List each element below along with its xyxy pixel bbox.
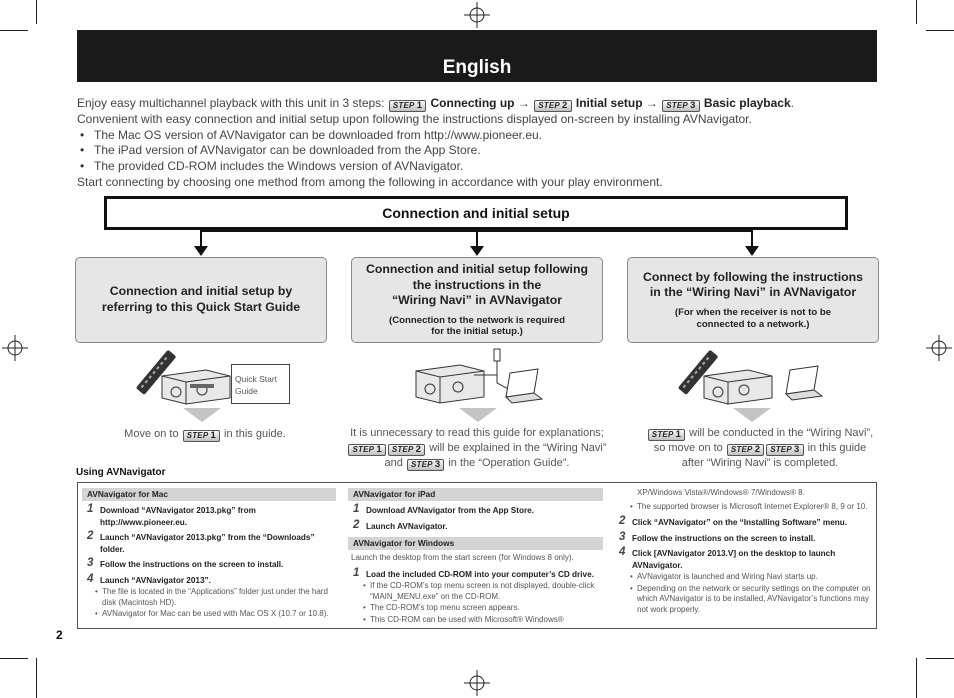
step1-label: Connecting up [430,96,515,110]
connection-setup-box: Connection and initial setup [104,196,848,230]
list-item: 1 Load the included CD-ROM into your computer’s CD drive. [353,566,594,579]
step-badge-2: STEP 1 [348,444,385,456]
intro-line-2: Convenient with easy connection and initial setup upon following the instructions displayed on-screen by installing AVNavigator. [77,112,752,126]
option-wiring-navi-offline: Connect by following the instructions in the “Wiring Navi” in AVNavigator (For when the receiver is not to be connected to a network.) [627,257,879,343]
intro-text [77,96,877,191]
list-subitem: • The file is located in the “Applications” folder just under the hard disk (Macintosh HD). [95,587,328,607]
list-item: 2 Launch “AVNavigator 2013.pkg” from the “Downloads” folder. [87,530,315,554]
option-wiring-navi-network: Connection and initial setup following the instructions in the “Wiring Navi” in AVNavigator (Connection to the network is required for the initial setup.) [351,257,603,343]
receiver-remote-illustration-icon [134,348,234,406]
intro-bullet: • The Mac OS version of AVNavigator can be downloaded from http://www.pioneer.eu. [80,127,543,142]
list-item: 4 Launch “AVNavigator 2013”. [87,572,211,585]
down-triangle-icon [459,408,497,422]
list-item: 2 Click “AVNavigator” on the “Installing Software” menu. [619,515,848,527]
mac-section [82,488,336,620]
windows-continued-section [614,488,872,615]
list-subitem: • AVNavigator for Mac can be used with Mac OS X (10.7 or 10.8). [95,609,329,618]
step3-label: Basic playback [703,96,791,110]
intro-prefix: Enjoy easy multichannel playback with this unit in 3 steps: [77,96,385,110]
windows-intro: Launch the desktop from the start screen (for Windows 8 only). [351,553,574,562]
caption-wiring-navi-network: It is unnecessary to read this guide for explanations; STEP 1 STEP 2 will be explained in the “Wiring Navi” and STEP 3 in the “Operation Guide”. [350,427,607,470]
step-badge-2: STEP 2 [534,100,571,112]
list-item: 1 Download “AVNavigator 2013.pkg” from http://www.pioneer.eu. [87,503,256,527]
section-header-windows: AVNavigator for Windows [348,537,603,550]
receiver-laptop-network-illustration-icon [414,343,544,405]
ipad-windows-section [348,488,603,625]
step-badge-1: STEP 1 [648,429,685,441]
step-badge-3: STEP 3 [407,459,444,471]
intro-line-steps: Enjoy easy multichannel playback with this unit in 3 steps: STEP 1 Connecting up → STEP 2 Initial setup → STEP 3 Basic playback. [77,96,794,111]
intro-bullet: • The iPad version of AVNavigator can be downloaded from the App Store. [80,143,481,158]
list-subitem: • AVNavigator is launched and Wiring Navi starts up. [630,572,818,581]
list-subitem: • Depending on the network or security settings on the computer on which AVNavigator is to be installed, AVNavigator’s functions may not work properly. [630,583,871,614]
down-triangle-icon [733,408,771,422]
section-header-ipad: AVNavigator for iPad [348,488,603,501]
page-title: English [442,57,512,78]
list-item: 4 Click [AVNavigator 2013.V] on the desktop to launch AVNavigator. [619,546,836,570]
language-header-bar [77,30,877,82]
step-badge-1: STEP 1 [389,100,426,112]
intro-bullet: • The provided CD-ROM includes the Windows version of AVNavigator. [80,158,464,173]
page-number: 2 [56,628,63,642]
list-item: 3 Follow the instructions on the screen to install. [619,530,816,543]
step-badge-2: STEP 2 [727,444,764,456]
list-subitem: • If the CD-ROM’s top menu screen is not displayed, double-click “MAIN_MENU.exe” on the CD-ROM. [363,581,595,601]
registration-mark-icon [464,2,490,28]
down-triangle-icon [183,408,221,422]
step-badge-1: STEP 1 [183,430,220,442]
section-header-mac: AVNavigator for Mac [82,488,336,501]
registration-mark-icon [926,335,952,361]
step-badge-2: STEP 2 [388,444,425,456]
arrow-icon: → [645,96,658,110]
caption-quick-start: Move on to STEP 1 in this guide. [124,428,286,441]
step-badge-3: STEP 3 [766,444,803,456]
option-quick-start-guide: Connection and initial setup by referring to this Quick Start Guide [75,257,327,343]
registration-mark-icon [2,335,28,361]
list-subitem: • The CD-ROM’s top menu screen appears. [363,603,520,612]
registration-mark-icon [464,670,490,696]
arrow-icon: → [517,96,530,110]
windows-versions: XP/Windows Vista®/Windows® 7/Windows® 8. [637,488,805,497]
caption-wiring-navi-offline: STEP 1 will be conducted in the “Wiring Navi”, so move on to STEP 2 STEP 3 in this guide after “Wiring Navi” is completed. [632,426,888,471]
quick-start-guide-book: Quick Start Guide [231,364,290,404]
list-item: 3 Follow the instructions on the screen to install. [87,557,284,569]
step-badge-3: STEP 3 [662,100,699,112]
intro-line-3: Start connecting by choosing one method from among the following in accordance with your play environment. [77,175,663,190]
list-item: 2 Launch AVNavigator. [353,518,448,531]
step2-label: Initial setup [575,96,643,110]
list-subitem: • This CD-ROM can be used with Microsoft® Windows® [363,614,564,624]
list-item: 1 Download AVNavigator from the App Store. [353,503,535,515]
receiver-remote-laptop-illustration-icon [676,348,826,406]
list-subitem: • The supported browser is Microsoft Internet Explorer® 8, 9 or 10. [630,501,868,511]
using-avnavigator-heading: Using AVNavigator [76,467,166,478]
